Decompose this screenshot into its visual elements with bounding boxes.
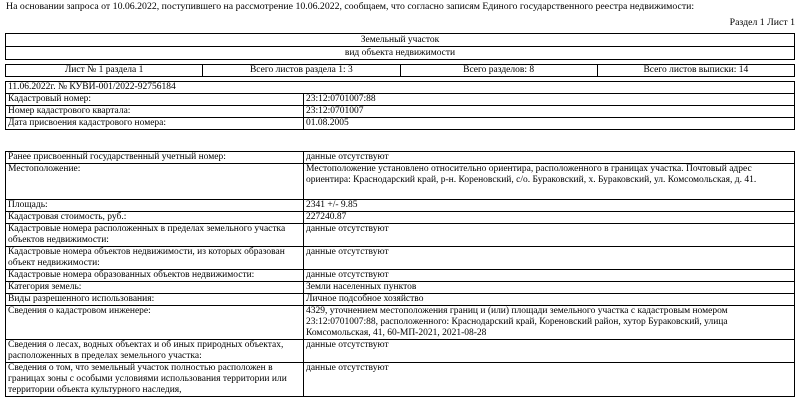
detail-value: данные отсутствуют [304,270,795,282]
detail-label: Кадастровые номера объектов недвижимости, из которых образован объект недвижимости: [6,247,304,270]
table-row [6,224,795,247]
table-row [6,340,795,363]
section-sheet-count: Всего листов раздела 1: 3 [202,65,399,76]
table-row [6,152,795,164]
details-table [5,151,795,397]
detail-value: данные отсутствуют [304,340,795,363]
section-count: Всего разделов: 8 [400,65,597,76]
detail-label: Ранее присвоенный государственный учетный номер: [6,152,304,164]
table-row [6,282,795,294]
detail-value: Местоположение установлено относительно ориентира, расположенного в границах участка. Почтовый адрес ориентира: Краснодарский край, р-н. Кореновский, с/о. Бураковский, х. Бураковский, ул. Комсомольская, д. 41. [304,164,795,200]
detail-value: данные отсутствуют [304,363,795,397]
quarter-number-value: 23:12:0701007 [304,106,795,118]
detail-value: Личное подсобное хозяйство [304,294,795,306]
extract-date-number: 11.06.2022г. № КУВИ-001/2022-92756184 [6,82,795,94]
detail-label: Виды разрешенного использования: [6,294,304,306]
sheet-number: Лист № 1 раздела 1 [64,65,144,75]
assign-date-value: 01.08.2005 [304,118,795,130]
table-row [6,106,795,118]
intro-text: На основании запроса от 10.06.2022, поступившего на рассмотрение 10.06.2022, сообщаем, что согласно записям Единого государственного реестра недвижимости: [6,1,695,12]
detail-value: 2341 +/- 9.85 [304,200,795,212]
detail-label: Сведения о том, что земельный участок полностью расположен в границах зоны с особыми условиями использования территории или территории объекта культурного наследия, [6,363,304,397]
detail-label: Местоположение: [6,164,304,200]
table-row [6,212,795,224]
detail-value: Земли населенных пунктов [304,282,795,294]
table-row [6,94,795,106]
object-type-box [5,33,795,60]
detail-value: 227240.87 [304,212,795,224]
sheet-info-bar [5,64,795,77]
detail-label: Кадастровая стоимость, руб.: [6,212,304,224]
cadastral-number-label: Кадастровый номер: [6,94,304,106]
registry-table [5,81,795,130]
quarter-number-label: Номер кадастрового квартала: [6,106,304,118]
object-type-caption: вид объекта недвижимости [6,46,794,59]
table-row [6,247,795,270]
assign-date-label: Дата присвоения кадастрового номера: [6,118,304,130]
detail-label: Кадастровые номера расположенных в пределах земельного участка объектов недвижимости: [6,224,304,247]
object-type: Земельный участок [360,35,440,45]
section-sheet-ref: Раздел 1 Лист 1 [729,17,795,28]
detail-value: данные отсутствуют [304,247,795,270]
table-row [6,164,795,200]
extract-sheet-count: Всего листов выписки: 14 [597,65,794,76]
table-row [6,200,795,212]
detail-label: Категория земель: [6,282,304,294]
detail-value: данные отсутствуют [304,224,795,247]
table-row [6,270,795,282]
table-row [6,118,795,130]
detail-value: данные отсутствуют [304,152,795,164]
cadastral-number-value: 23:12:0701007:88 [304,94,795,106]
table-row [6,306,795,340]
table-row [6,363,795,397]
table-row [6,294,795,306]
detail-label: Площадь: [6,200,304,212]
detail-label: Сведения о кадастровом инженере: [6,306,304,340]
detail-label: Сведения о лесах, водных объектах и об иных природных объектах, расположенных в пределах земельного участка: [6,340,304,363]
detail-value: 4329, уточнением местоположения границ и (или) площади земельного участка с кадастровым номером 23:12:0701007:88, расположенного: Краснодарский край, Кореновский район, хутор Бураковский, улица Комсомольская, 41, 60-МП-2021, 2021-08-28 [304,306,795,340]
detail-label: Кадастровые номера образованных объектов недвижимости: [6,270,304,282]
